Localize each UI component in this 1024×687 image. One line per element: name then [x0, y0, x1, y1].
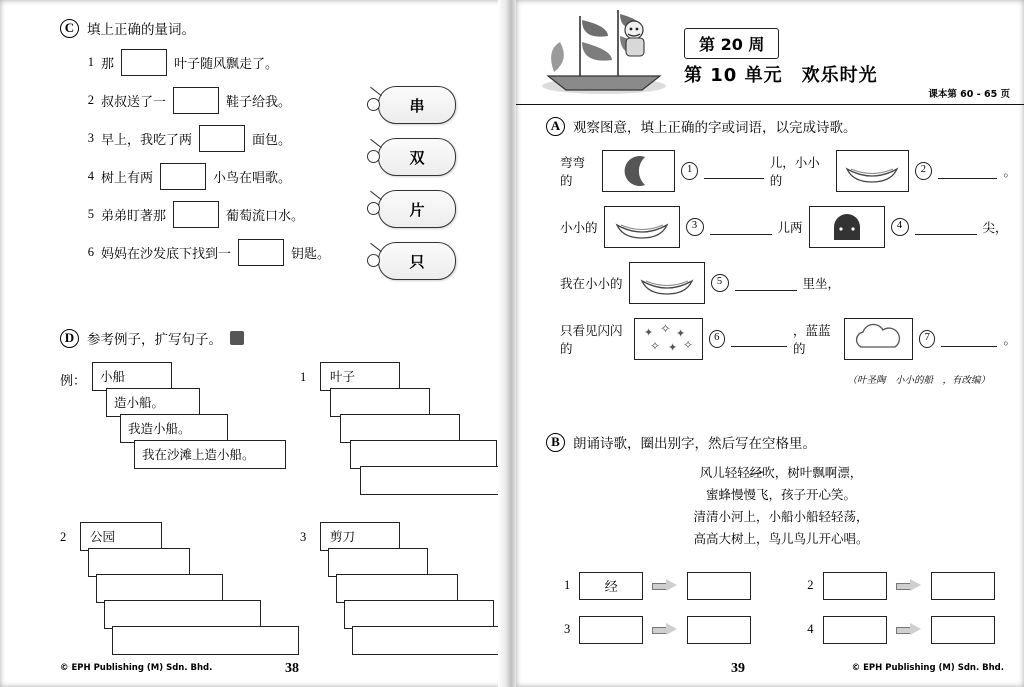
svg-text:✧: ✧: [660, 322, 672, 337]
arrow-icon: [652, 624, 678, 636]
poem-line: 高高大树上，鸟儿鸟儿开心唱。: [693, 530, 869, 546]
answer-box[interactable]: [687, 616, 751, 644]
section-b: [546, 432, 1016, 644]
row-text: 。: [1003, 332, 1016, 347]
section-d-title: 参考例子，扩写句子。: [87, 332, 222, 348]
blank-number: 2: [915, 162, 932, 180]
example-line: 我在沙滩上造小船。: [142, 447, 255, 462]
section-c-title: 填上正确的量词。: [87, 22, 195, 38]
blank-number: 7: [919, 330, 935, 348]
answer-row: [807, 616, 994, 644]
poem-row: [560, 318, 1016, 360]
section-a-title: 观察图意，填上正确的字或词语，以完成诗歌。: [573, 120, 857, 136]
answer-line[interactable]: [704, 164, 763, 179]
svg-text:✧: ✧: [650, 339, 661, 353]
given-word-box: [823, 572, 887, 600]
week-badge: 第 20 周: [684, 28, 779, 59]
svg-text:✦: ✦: [676, 327, 686, 340]
item-number: 1: [87, 55, 94, 69]
section-d-letter: D: [60, 329, 79, 348]
arrow-icon: [896, 624, 922, 636]
answer-line[interactable]: [710, 220, 772, 235]
moon-icon: [602, 150, 675, 192]
section-b-heading: [546, 432, 1016, 452]
poem-row: [560, 206, 1016, 248]
section-c-letter: C: [60, 19, 79, 38]
example-label: 例：: [60, 374, 87, 389]
example-line: 造小船。: [114, 395, 165, 410]
given-word-box: [823, 616, 887, 644]
page-number: 38: [285, 661, 299, 676]
item-number: 3: [87, 131, 94, 145]
poem-text: 风儿轻轻: [699, 465, 750, 480]
answer-number: 1: [564, 578, 571, 592]
item-number: 4: [87, 169, 94, 183]
given-word-box: [579, 616, 643, 644]
row-text: 里坐，: [802, 276, 841, 291]
item-text-after: 鞋子给我。: [226, 95, 292, 110]
section-d-heading: [60, 328, 490, 348]
section-a-heading: [546, 116, 1016, 136]
word-tag[interactable]: 串: [378, 86, 456, 124]
answer-box[interactable]: [173, 87, 219, 114]
poem-text: 吹，树叶飘啊漂，: [762, 465, 863, 480]
prompt-number: 2: [60, 530, 67, 544]
row-text: 弯弯的: [560, 155, 586, 188]
item-text-before: 那: [101, 57, 115, 72]
answer-line[interactable]: [731, 332, 787, 347]
answer-row: [564, 616, 751, 644]
answer-line[interactable]: [915, 220, 977, 235]
answer-box[interactable]: [931, 616, 995, 644]
book-reference: 课本第 60 - 65 页: [928, 89, 1010, 100]
unit-banner: [524, 6, 1016, 98]
footer-copyright: © EPH Publishing (M) Sdn. Bhd.: [851, 663, 1004, 673]
section-a: [546, 116, 1016, 386]
list-item: [82, 49, 480, 76]
blank-number: 3: [686, 218, 704, 236]
item-text-after: 小鸟在唱歌。: [213, 171, 292, 186]
prompt-word: 剪刀: [330, 529, 356, 544]
answer-box[interactable]: [687, 572, 751, 600]
footer-copyright: © EPH Publishing (M) Sdn. Bhd.: [60, 663, 213, 673]
poem-block: [546, 462, 1016, 550]
item-text-before: 妈妈在沙发底下找到一: [101, 247, 232, 262]
row-text: 只看见闪闪的: [560, 323, 623, 356]
item-number: 6: [87, 245, 94, 259]
pirate-ship-icon: [534, 6, 674, 98]
answer-number: 2: [807, 578, 814, 592]
svg-text:✦: ✦: [644, 326, 654, 339]
answer-line[interactable]: [938, 164, 997, 179]
answer-box[interactable]: [238, 239, 284, 266]
blank-number: 1: [681, 162, 698, 180]
item-text-after: 葡萄流口水。: [226, 209, 305, 224]
answer-box[interactable]: [199, 125, 245, 152]
arrow-icon: [652, 580, 678, 592]
item-text-after: 叶子随风飘走了。: [174, 57, 279, 72]
answer-row: [564, 572, 751, 600]
example-line: 小船: [100, 369, 126, 384]
blank-number: 5: [711, 274, 729, 292]
blank-number: 6: [709, 330, 725, 348]
right-page: [516, 0, 1024, 687]
poem-row: [560, 262, 1016, 304]
row-text: 儿，小小的: [769, 155, 820, 188]
unit-title: 第 10 单元 欢乐时光: [684, 65, 878, 86]
source-credit: （叶圣陶 小小的船 ，有改编）: [847, 375, 990, 386]
item-text-before: 树上有两: [101, 171, 154, 186]
section-c-heading: [60, 18, 480, 38]
prompt-staircase-2: [60, 522, 280, 647]
cloud-icon: [844, 318, 913, 360]
section-b-title: 朗诵诗歌，圈出别字，然后写在空格里。: [573, 436, 816, 452]
item-text-after: 钥匙。: [291, 247, 331, 262]
prompt-staircase-3: [300, 522, 500, 647]
arrow-icon: [896, 580, 922, 592]
section-b-letter: B: [546, 433, 565, 452]
row-text: 。: [1003, 164, 1016, 179]
row-text: 尖，: [982, 220, 1008, 235]
poem-line: 清清小河上，小船小船轻轻荡，: [693, 508, 869, 524]
row-text: 我在小小的: [560, 276, 623, 291]
word-tag[interactable]: 片: [378, 190, 456, 228]
item-text-before: 弟弟盯著那: [101, 209, 167, 224]
head-icon: [809, 206, 885, 248]
boat-icon: [604, 206, 680, 248]
row-text: 儿两: [777, 220, 803, 235]
boat-icon: [836, 150, 909, 192]
item-number: 5: [87, 207, 94, 221]
item-text-before: 早上，我吃了两: [101, 133, 193, 148]
poem-line: [546, 462, 1016, 484]
example-line: 我造小船。: [128, 421, 191, 436]
prompt-staircase-1: [300, 362, 500, 497]
circled-word: 经: [749, 465, 763, 480]
answer-box[interactable]: [931, 572, 995, 600]
section-d: [60, 328, 490, 348]
section-a-letter: A: [546, 117, 565, 136]
word-tag[interactable]: 只: [378, 242, 456, 280]
word-tag[interactable]: 双: [378, 138, 456, 176]
blank-number: 4: [891, 218, 909, 236]
prompt-word: 叶子: [330, 369, 356, 384]
word-tag-list: [378, 86, 456, 294]
row-text: ，蓝蓝的: [793, 323, 831, 356]
answer-row: [807, 572, 994, 600]
prompt-word: 公园: [90, 529, 116, 544]
prompt-number: 3: [300, 530, 307, 544]
poem-line: 蜜蜂慢慢飞，孩子开心笑。: [705, 486, 856, 502]
example-staircase: [60, 362, 270, 492]
boat-icon: [629, 262, 705, 304]
given-word-box: 经: [579, 572, 643, 600]
item-text-after: 面包。: [252, 133, 292, 148]
svg-text:✦: ✦: [668, 341, 678, 354]
row-text: 小小的: [560, 220, 598, 235]
item-text-before: 叔叔送了一: [101, 95, 167, 110]
answer-box[interactable]: [173, 201, 219, 228]
poem-row: [560, 150, 1016, 192]
answer-number: 4: [807, 622, 814, 636]
stars-icon: [634, 318, 703, 360]
item-number: 2: [87, 93, 94, 107]
prompt-number: 1: [300, 370, 307, 384]
answer-box[interactable]: [121, 49, 167, 76]
page-number: 39: [731, 661, 745, 676]
answer-box[interactable]: [160, 163, 206, 190]
svg-text:✧: ✧: [683, 338, 694, 352]
header-divider: [516, 104, 1024, 105]
answer-line[interactable]: [735, 276, 797, 291]
pencil-icon: [230, 331, 244, 345]
left-page: [0, 0, 508, 687]
answer-line[interactable]: [941, 332, 997, 347]
answer-number: 3: [564, 622, 571, 636]
